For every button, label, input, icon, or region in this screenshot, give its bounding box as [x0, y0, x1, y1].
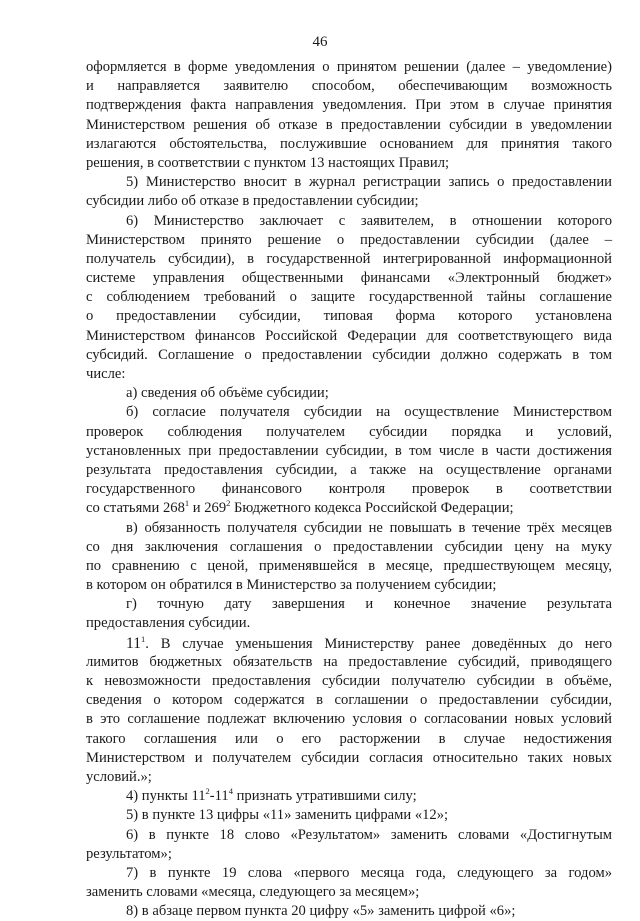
text-line: Министерством решения об отказе в предоставлении субсидии в уведомлении — [86, 116, 612, 133]
text-line: числе: — [86, 366, 126, 382]
text-line: оформляется в форме уведомления о принятом решении (далее – уведомление) — [86, 59, 612, 75]
text-line: результатом»; — [86, 845, 172, 862]
paragraph-7-first-line: 7) в пункте 19 слова «первого месяца года, следующего за годом» — [126, 864, 612, 881]
text-line: Министерством финансов Российской Федерации для соответствующего вида — [86, 327, 612, 344]
text-segment: . В случае уменьшения Министерству ранее доведённых до него — [145, 635, 612, 652]
text-line: Министерством принято решение о предоставлении субсидии (далее – — [86, 231, 612, 248]
text-line: по сравнению с ценой, применявшейся в месяце, предшествующем месяцу, — [86, 557, 612, 574]
paragraph-8: 8) в абзаце первом пункта 20 цифру «5» заменить цифрой «6»; — [126, 903, 516, 920]
text-line: субсидии либо об отказе в предоставлении субсидии; — [86, 193, 419, 210]
clause-number: 11 — [126, 634, 142, 652]
item-b-first-line: б) согласие получателя субсидии на осуществление Министерством — [126, 404, 612, 421]
text-line: результата предоставления субсидии, а также на осуществление органами — [86, 461, 612, 478]
text-line: с соблюдением требований о защите государственной тайны соглашение — [86, 289, 612, 306]
text-line: субсидий. Соглашение о предоставлении субсидии должно содержать в том — [86, 346, 612, 363]
text-line: сведения о котором содержатся в соглашении о предоставлении субсидии, — [86, 692, 612, 709]
text-segment: Бюджетного кодекса Российской Федерации; — [230, 500, 514, 517]
page-number: 46 — [312, 34, 328, 50]
superscript: 2 — [205, 786, 210, 797]
superscript: 1 — [184, 498, 190, 509]
text-line: излагаются обстоятельства, послужившие основанием для принятия такого — [86, 135, 612, 152]
item-a: а) сведения об объёме субсидии; — [126, 385, 329, 402]
paragraph-5: 5) в пункте 13 цифры «11» заменить цифрами «12»; — [126, 807, 449, 824]
paragraph-6-first-line: 6) Министерство заключает с заявителем, в отношении которого — [126, 212, 612, 229]
superscript: 4 — [228, 786, 233, 797]
document-body — [86, 58, 612, 921]
text-line-with-superscripts — [86, 499, 612, 518]
text-segment: со статьями 268 — [86, 500, 185, 517]
text-segment: признать утратившими силу; — [232, 788, 417, 805]
text-segment: и 269 — [189, 500, 227, 517]
item-v-first-line: в) обязанность получателя субсидии не повышать в течение трёх месяцев — [126, 519, 612, 536]
text-segment: 4) пункты 11 — [126, 788, 206, 805]
text-line: о предоставлении субсидии, типовая форма которого установлена — [86, 308, 612, 325]
superscript: 1 — [141, 633, 146, 644]
text-line: условий.»; — [86, 768, 152, 785]
text-line: подтверждения факта направления уведомления. При этом в случае принятия — [86, 97, 612, 114]
text-line: получатель субсидии), в государственной интегрированной информационной — [86, 250, 612, 267]
text-line: Министерством и получателем субсидии согласия относительно таких новых — [86, 749, 612, 766]
text-line: со дня заключения соглашения о предоставлении субсидии цену на муку — [86, 538, 612, 555]
text-line: такого соглашения или о его расторжении в случае недостижения — [86, 730, 612, 747]
clause-11-1-first-line — [86, 634, 612, 653]
paragraph-6-first-line: 6) в пункте 18 слово «Результатом» заменить словами «Достигнутым — [126, 826, 612, 843]
text-line: и направляется заявителю способом, обеспечивающим возможность — [86, 78, 612, 95]
paragraph-4 — [86, 787, 612, 806]
paragraph-5-first-line: 5) Министерство вносит в журнал регистрации запись о предоставлении — [126, 174, 612, 191]
item-g-first-line: г) точную дату завершения и конечное значение результата — [126, 596, 612, 613]
text-line: проверок соблюдения получателем субсидии порядка и условий, — [86, 423, 612, 440]
text-line: установленных при предоставлении субсидии, в том числе в части достижения — [86, 442, 612, 459]
text-line: заменить словами «месяца, следующего за месяцем»; — [86, 884, 420, 901]
text-line: предоставления субсидии. — [86, 615, 251, 632]
text-line: в это соглашение подлежат включению условия о согласовании новых условий — [86, 711, 612, 728]
text-line: государственного финансового контроля проверок в соответствии — [86, 481, 612, 498]
text-segment: -11 — [209, 788, 229, 805]
text-line: в котором он обратился в Министерство за получением субсидии; — [86, 577, 497, 594]
text-line: решения, в соответствии с пунктом 13 настоящих Правил; — [86, 154, 450, 171]
superscript: 2 — [226, 498, 231, 509]
text-line: к невозможности предоставления субсидии получателю субсидии в объёме, — [86, 673, 612, 689]
text-line: системе управления общественными финансами «Электронный бюджет» — [86, 270, 612, 287]
text-line: лимитов бюджетных обязательств на предоставление субсидий, приводящего — [86, 653, 612, 670]
